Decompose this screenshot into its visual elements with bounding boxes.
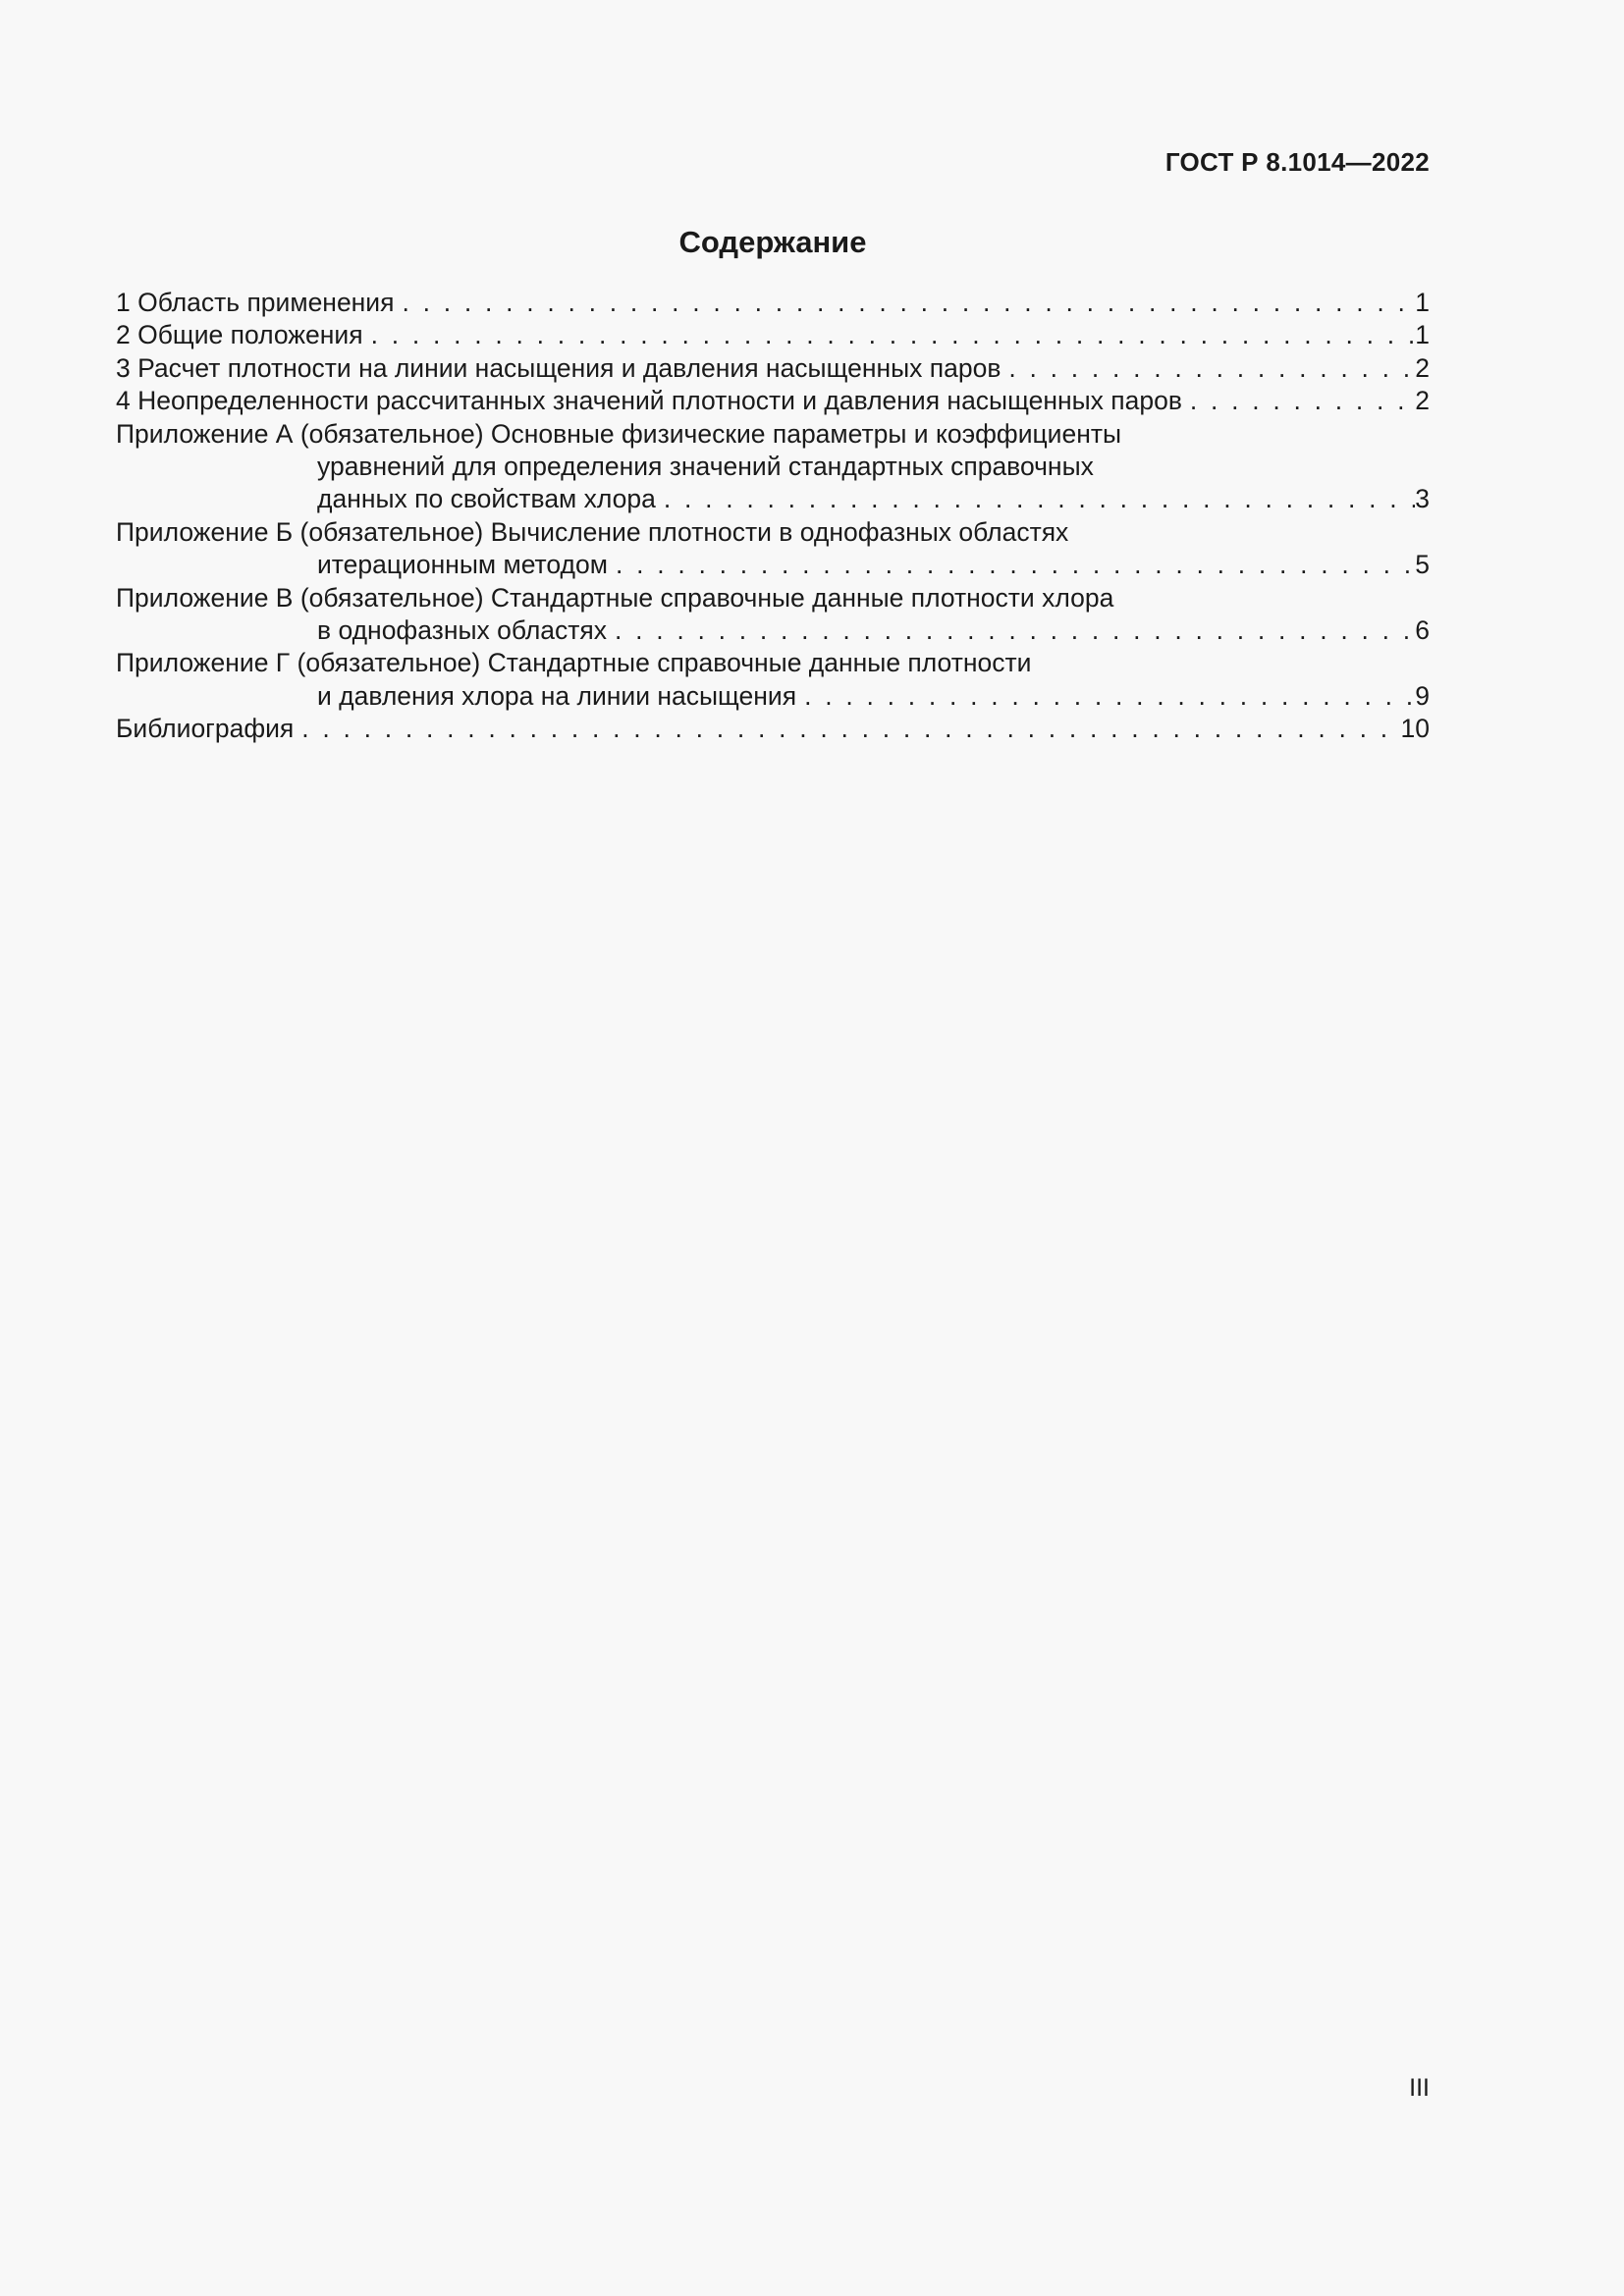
toc-entry-label: данных по свойствам хлора: [317, 484, 656, 514]
dot-leader: [1001, 352, 1415, 385]
toc-entry-scope[interactable]: [116, 287, 1430, 319]
toc-page-number: 1: [1415, 288, 1430, 317]
toc-entry-label: 1 Область применения: [116, 288, 395, 317]
toc-entry-label: 3 Расчет плотности на линии насыщения и давления насыщенных паров: [116, 352, 1001, 383]
toc-entry-label: итерационным методом: [317, 550, 608, 580]
toc-entry-appendix-g[interactable]: [116, 647, 1430, 713]
toc-entry-line: Приложение А (обязательное) Основные физические параметры и коэффициенты: [116, 418, 1122, 449]
table-of-contents: [116, 287, 1430, 746]
toc-entry-appendix-a[interactable]: [116, 418, 1430, 516]
toc-entry-line: Приложение Г (обязательное) Стандартные справочные данные плотности: [116, 648, 1032, 678]
toc-page-number: 3: [1415, 484, 1430, 514]
toc-entry-appendix-b[interactable]: [116, 516, 1430, 582]
toc-entry-line: Приложение В (обязательное) Стандартные справочные данные плотности хлора: [116, 582, 1114, 613]
toc-entry-general-provisions[interactable]: [116, 319, 1430, 351]
toc-entry-label: в однофазных областях: [317, 615, 608, 646]
dot-leader: [1182, 385, 1415, 417]
toc-entry-density-calculation[interactable]: [116, 352, 1430, 385]
toc-page-number: 2: [1415, 352, 1430, 383]
toc-entry-line: уравнений для определения значений стандартных справочных: [317, 452, 1094, 482]
toc-page-number: 1: [1415, 320, 1430, 350]
toc-title: Содержание: [678, 225, 867, 259]
dot-leader: [294, 713, 1400, 745]
toc-entry-appendix-v[interactable]: [116, 582, 1430, 648]
toc-page-number: 5: [1415, 550, 1430, 580]
dot-leader: [394, 287, 1415, 319]
toc-entry-bibliography[interactable]: [116, 713, 1430, 745]
dot-leader: [796, 680, 1415, 713]
toc-page-number: 9: [1415, 680, 1430, 711]
toc-entry-label: Библиография: [116, 714, 295, 744]
dot-leader: [363, 319, 1416, 351]
toc-page-number: 10: [1400, 714, 1430, 744]
toc-entry-uncertainties[interactable]: [116, 385, 1430, 417]
toc-page-number: 2: [1415, 386, 1430, 416]
dot-leader: [608, 549, 1415, 581]
toc-page-number: 6: [1415, 615, 1430, 646]
dot-leader: [607, 614, 1415, 647]
toc-entry-label: 2 Общие положения: [116, 320, 363, 350]
toc-entry-line: Приложение Б (обязательное) Вычисление плотности в однофазных областях: [116, 516, 1069, 547]
toc-entry-label: 4 Неопределенности рассчитанных значений плотности и давления насыщенных паров: [116, 386, 1182, 416]
dot-leader: [656, 483, 1415, 515]
document-code: ГОСТ Р 8.1014—2022: [1164, 147, 1430, 177]
toc-entry-label: и давления хлора на линии насыщения: [317, 680, 797, 711]
page-number: III: [1409, 2074, 1430, 2102]
